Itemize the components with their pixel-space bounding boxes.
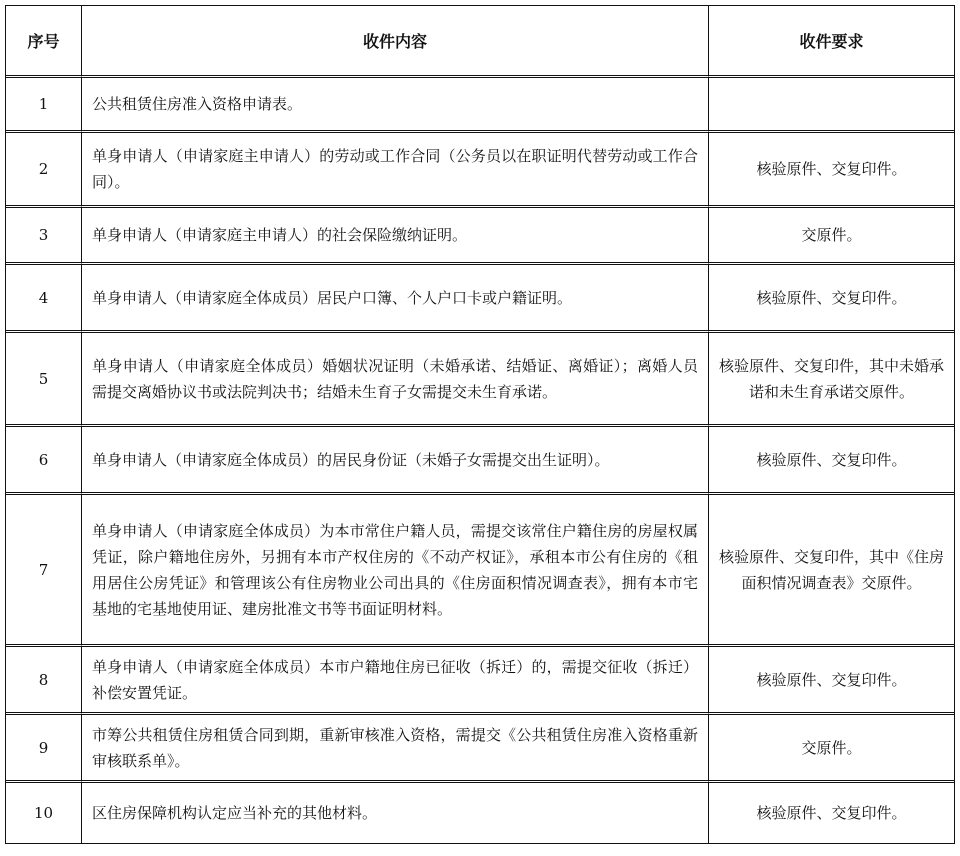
row-number: 2: [6, 133, 82, 208]
table-row: [6, 265, 954, 333]
row-number: 8: [6, 647, 82, 715]
row-number: 4: [6, 265, 82, 333]
row-content: [82, 265, 709, 333]
row-requirement: [709, 647, 954, 715]
row-content: [82, 78, 709, 133]
row-content: [82, 783, 709, 843]
document-page: [5, 5, 955, 844]
row-requirement-text: 核验原件、交复印件。: [756, 160, 907, 178]
row-requirement-text: 核验原件、交复印件。: [756, 670, 907, 689]
row-requirement-text: 核验原件、交复印件，其中《住房面积情况调查表》交原件。: [718, 547, 944, 592]
row-requirement-text: 核验原件、交复印件。: [756, 804, 907, 822]
row-requirement: [709, 265, 954, 333]
row-content: [82, 495, 709, 647]
row-requirement-text: 交原件。: [801, 738, 862, 757]
row-number: 6: [6, 427, 82, 495]
row-content-text: 单身申请人（申请家庭主申请人）的劳动或工作合同（公务员以在职证明代替劳动或工作合同）。: [92, 147, 698, 191]
row-requirement: [709, 78, 954, 133]
row-number: 7: [6, 495, 82, 647]
row-content: [82, 333, 709, 427]
row-requirement: [709, 208, 954, 265]
row-number: 9: [6, 715, 82, 783]
row-content-text: 区住房保障机构认定应当补充的其他材料。: [92, 804, 378, 822]
row-requirement: [709, 783, 954, 843]
row-content-text: 单身申请人（申请家庭全体成员）本市户籍地住房已征收（拆迁）的，需提交征收（拆迁）补偿安置凭证。: [92, 657, 698, 702]
row-content-text: 单身申请人（申请家庭全体成员）居民户口簿、个人户口卡或户籍证明。: [92, 288, 573, 307]
table-row: [6, 427, 954, 495]
table-row: [6, 495, 954, 647]
row-content-text: 单身申请人（申请家庭主申请人）的社会保险缴纳证明。: [92, 226, 468, 244]
header-content: 收件内容: [82, 6, 709, 78]
row-content: [82, 647, 709, 715]
row-requirement: [709, 133, 954, 208]
row-content-text: 市筹公共租赁住房租赁合同到期，重新审核准入资格，需提交《公共租赁住房准入资格重新审核联系单》。: [92, 725, 698, 770]
row-content: [82, 427, 709, 495]
row-number: 5: [6, 333, 82, 427]
table-row: [6, 78, 954, 133]
row-content: [82, 208, 709, 265]
row-content-text: 单身申请人（申请家庭全体成员）婚姻状况证明（未婚承诺、结婚证、离婚证）；离婚人员需提交离婚协议书或法院判决书；结婚未生育子女需提交未生育承诺。: [92, 356, 698, 401]
row-requirement-text: 核验原件、交复印件，其中未婚承诺和未生育承诺交原件。: [718, 356, 944, 401]
row-requirement-text: 核验原件、交复印件。: [756, 288, 907, 307]
row-requirement-text: 核验原件、交复印件。: [756, 450, 907, 469]
row-content: [82, 133, 709, 208]
row-requirement: [709, 427, 954, 495]
row-number: 3: [6, 208, 82, 265]
table-row: [6, 647, 954, 715]
row-content-text: 单身申请人（申请家庭全体成员）的居民身份证（未婚子女需提交出生证明）。: [92, 450, 610, 469]
table-row: [6, 208, 954, 265]
row-content: [82, 715, 709, 783]
table-header-row: [6, 6, 954, 78]
row-content-text: 公共租赁住房准入资格申请表。: [92, 95, 303, 113]
row-number: 10: [6, 783, 82, 843]
table-row: [6, 715, 954, 783]
row-requirement: [709, 495, 954, 647]
table-row: [6, 133, 954, 208]
header-requirement: 收件要求: [709, 6, 954, 78]
row-content-text: 单身申请人（申请家庭全体成员）为本市常住户籍人员，需提交该常住户籍住房的房屋权属凭证，除户籍地住房外，另拥有本市产权住房的《不动产权证》，承租本市公有住房的《租用居住公房凭证》和管理该公有住房物业公司出具的《住房面积情况调查表》，拥有本市宅基地的宅基地使用证、建房批准文书等书面证明材料。: [92, 521, 698, 618]
table-row: [6, 333, 954, 427]
row-number: 1: [6, 78, 82, 133]
row-requirement-text: 交原件。: [801, 226, 862, 244]
header-serial-number: 序号: [6, 6, 82, 78]
table-row: [6, 783, 954, 843]
document-table: [5, 5, 955, 844]
row-requirement: [709, 333, 954, 427]
row-requirement: [709, 715, 954, 783]
